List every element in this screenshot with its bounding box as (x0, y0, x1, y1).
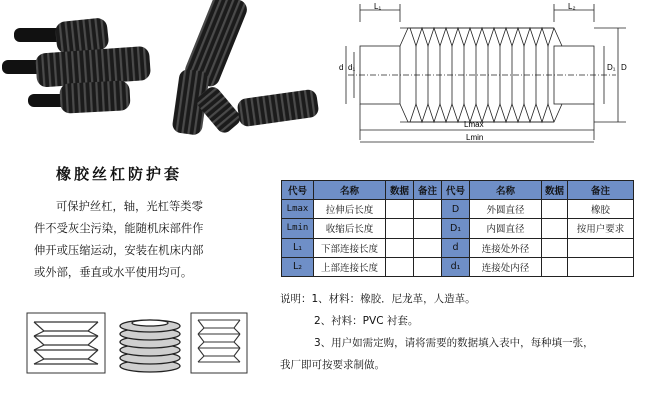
table-header-row (282, 181, 634, 200)
table-cell: L₂ (282, 257, 314, 276)
table-cell: 内圆直径 (470, 219, 542, 238)
header-cell: 数据 (542, 181, 568, 200)
header-cell: 备注 (568, 181, 634, 200)
table-cell (414, 257, 442, 276)
product-title: 橡胶丝杠防护套 (56, 165, 183, 183)
table-cell: Lmin (282, 219, 314, 238)
product-photo (0, 0, 330, 150)
table-cell: 上部连接长度 (314, 257, 386, 276)
table-cell: 连接处外径 (470, 238, 542, 257)
label-Lmax: Lmax (464, 120, 484, 129)
table-cell (414, 238, 442, 257)
table-cell: 按用户要求 (568, 219, 634, 238)
dimension-drawing (336, 0, 651, 150)
label-L1: L₁ (374, 2, 382, 11)
header-cell: 名称 (470, 181, 542, 200)
bellows-tall (171, 0, 319, 136)
header-cell: 备注 (414, 181, 442, 200)
table-cell (542, 219, 568, 238)
table-cell (386, 200, 414, 219)
table-cell: L₁ (282, 238, 314, 257)
bellows-sketch-flat (26, 312, 106, 374)
table-row (282, 257, 634, 276)
product-description (34, 196, 264, 284)
note-line: 3、用户如需定购，请将需要的数据填入表中，每种填一张， (314, 337, 594, 349)
table-cell: 连接处内径 (470, 257, 542, 276)
table-cell: 拉伸后长度 (314, 200, 386, 219)
table-cell (568, 257, 634, 276)
label-D1: D₁ (607, 63, 616, 72)
note-line: 我厂即可按要求制做。 (280, 359, 385, 371)
header-cell: 数据 (386, 181, 414, 200)
table-cell: 收缩后长度 (314, 219, 386, 238)
description-line: 伸开或压缩运动，安装在机床内部 (34, 244, 204, 257)
description-line: 或外部，垂直或水平使用均可。 (34, 266, 193, 279)
header-cell: 代号 (442, 181, 470, 200)
label-d: d (339, 63, 344, 72)
bellows-sketch-round (112, 312, 190, 374)
table-cell: D₁ (442, 219, 470, 238)
table-cell: 外圆直径 (470, 200, 542, 219)
table-cell (414, 219, 442, 238)
header-cell: 名称 (314, 181, 386, 200)
table-cell (542, 200, 568, 219)
table-row (282, 238, 634, 257)
table-cell (542, 238, 568, 257)
label-D: D (621, 63, 627, 72)
label-L2: L₂ (568, 2, 576, 11)
description-line: 可保护丝杠，轴，光杠等类零 (56, 200, 203, 213)
spec-table (281, 180, 634, 277)
table-cell (386, 257, 414, 276)
table-cell: 下部连接长度 (314, 238, 386, 257)
label-d1: d₁ (348, 63, 356, 72)
table-cell: d (442, 238, 470, 257)
notes (280, 288, 648, 376)
note-line: 说明：1、材料：橡胶．尼龙革，人造革。 (280, 293, 476, 305)
table-cell (386, 219, 414, 238)
table-cell: Lmax (282, 200, 314, 219)
table-cell (568, 238, 634, 257)
table-row (282, 200, 634, 219)
table-row (282, 219, 634, 238)
note-line: 2、衬料：PVC 衬套。 (314, 315, 419, 327)
bellows-left-top (14, 17, 110, 54)
bellows-sketch-square (190, 312, 248, 374)
table-cell (414, 200, 442, 219)
header-cell: 代号 (282, 181, 314, 200)
description-line: 件不受灰尘污染，能随机床部件作 (34, 222, 204, 235)
table-cell: D (442, 200, 470, 219)
bellows-left-middle (2, 46, 151, 88)
table-cell: d₁ (442, 257, 470, 276)
table-cell (542, 257, 568, 276)
label-Lmin: Lmin (466, 133, 484, 142)
table-cell (386, 238, 414, 257)
table-cell: 橡胶 (568, 200, 634, 219)
